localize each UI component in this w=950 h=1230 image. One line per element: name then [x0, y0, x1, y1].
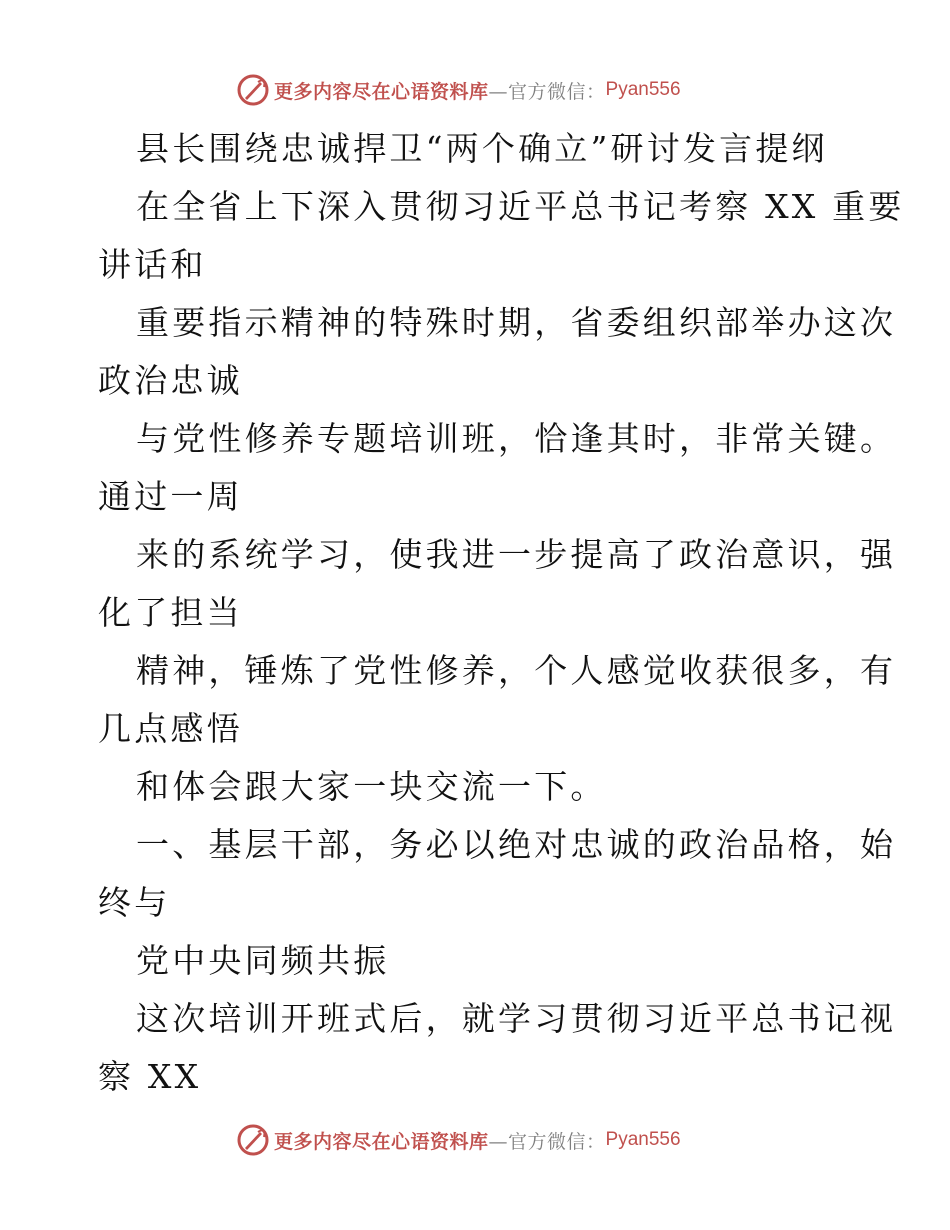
text-line: 在全省上下深入贯彻习近平总书记考察 XX 重要: [136, 187, 905, 226]
text-line: 通过一周: [98, 477, 243, 516]
text-line: 终与: [98, 883, 171, 922]
text-line: 讲话和: [98, 245, 207, 284]
text-line: 党中央同频共振: [136, 941, 390, 980]
text-line: 来的系统学习，使我进一步提高了政治意识，强: [136, 535, 897, 574]
text-line: 化了担当: [98, 593, 243, 632]
watermark-site-text: 更多内容尽在心语资料库: [274, 1130, 489, 1153]
quill-logo-icon: [236, 1123, 270, 1157]
watermark-wechat-label: —官方微信：: [488, 80, 606, 103]
watermark-wechat-id: Pyan556: [605, 79, 681, 100]
text-line: 重要指示精神的特殊时期，省委组织部举办这次: [136, 303, 897, 342]
section-heading: 一、基层干部，务必以绝对忠诚的政治品格，始: [136, 825, 897, 864]
text-line: 与党性修养专题培训班，恰逢其时，非常关键。: [136, 419, 897, 458]
watermark-site-text: 更多内容尽在心语资料库: [274, 80, 489, 103]
header-watermark: [236, 72, 681, 108]
quill-logo-icon: [236, 73, 270, 107]
watermark-wechat-id: Pyan556: [605, 1129, 681, 1150]
text-line: 精神，锤炼了党性修养，个人感觉收获很多，有: [136, 651, 897, 690]
doc-title: 县长围绕忠诚捍卫“两个确立”研讨发言提纲: [136, 129, 828, 168]
text-line: 政治忠诚: [98, 361, 243, 400]
footer-watermark: [236, 1122, 681, 1158]
watermark-wechat-label: —官方微信：: [488, 1130, 606, 1153]
document-body: [98, 120, 905, 1106]
text-line: 和体会跟大家一块交流一下。: [136, 767, 607, 806]
text-line: 这次培训开班式后，就学习贯彻习近平总书记视: [136, 999, 897, 1038]
text-line: 察 XX: [98, 1057, 202, 1096]
text-line: 几点感悟: [98, 709, 243, 748]
